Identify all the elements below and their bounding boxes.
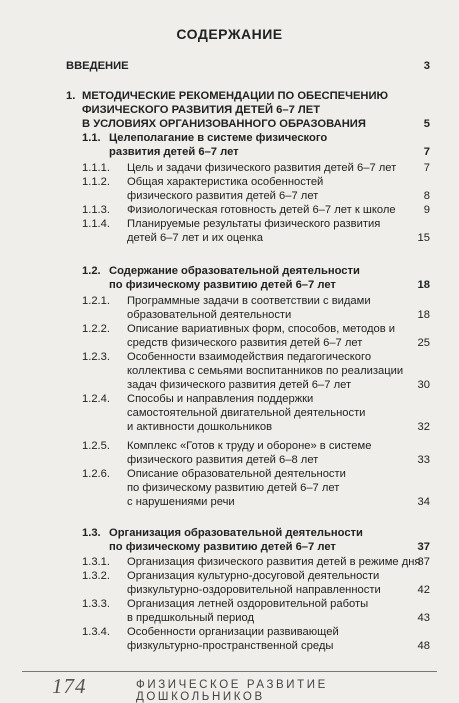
footer-running-title: ФИЗИЧЕСКОЕ РАЗВИТИЕ ДОШКОЛЬНИКОВ: [136, 679, 328, 703]
toc-entry-page: 15: [417, 232, 430, 244]
toc-entry-text: Общая характеристика особенностей: [127, 176, 324, 188]
toc-entry: [82, 439, 430, 467]
toc-entry-page: 3: [423, 60, 430, 72]
toc-entry-line: [82, 231, 430, 245]
toc-dot-leader: [320, 189, 423, 203]
toc-dot-leader: [383, 583, 417, 597]
toc-dot-leader: [131, 59, 423, 73]
toc-entry-text: Способы и направления поддержки: [127, 393, 314, 405]
toc-entry-text: по физическому развитию детей 6–7 лет: [109, 541, 336, 553]
toc-entry-number: 1.3.3.: [82, 598, 110, 610]
toc-entry: [82, 526, 430, 554]
toc-entry-text: ФИЗИЧЕСКОГО РАЗВИТИЯ ДЕТЕЙ 6–7 ЛЕТ: [82, 104, 321, 116]
toc-entry-text: физического развития детей 6–7 лет: [127, 190, 319, 202]
toc-entry-text: Физиологическая готовность детей 6–7 лет к школе: [127, 204, 396, 216]
toc-entry-page: 8: [423, 190, 430, 202]
toc-entry-text: средств физического развития детей 6–7 лет: [127, 337, 363, 349]
toc-entry-number: 1.1.3.: [82, 204, 110, 216]
toc-entry-page: 7: [423, 162, 430, 174]
toc-entry-page: 5: [423, 118, 430, 130]
toc-entry-text: Особенности организации развивающей: [127, 626, 339, 638]
toc-dot-leader: [364, 336, 417, 350]
toc-entry-line: [82, 350, 430, 364]
toc-entry-number: 1.1.4.: [82, 218, 110, 230]
toc-entry-line: [82, 495, 430, 509]
toc-entry-text: Программные задачи в соответствии с видами: [127, 295, 371, 307]
toc-entry-number: 1.1.: [82, 132, 101, 144]
toc-entry-text: детей 6–7 лет и их оценка: [127, 232, 263, 244]
toc-entry-text: В УСЛОВИЯХ ОРГАНИЗОВАННОГО ОБРАЗОВАНИЯ: [82, 118, 366, 130]
toc-entry-line: [82, 217, 430, 231]
toc-entry-text: физкультурно-оздоровительной направленности: [127, 584, 381, 596]
toc-entry: [66, 59, 430, 73]
toc-entry-page: 9: [423, 204, 430, 216]
toc-entry-text: образовательной деятельности: [127, 309, 292, 321]
toc-dot-leader: [398, 203, 423, 217]
toc-entry-text: Описание вариативных форм, способов, методов и: [127, 323, 396, 335]
toc-dot-leader: [256, 611, 417, 625]
toc-entry: [82, 467, 430, 509]
toc-entry-text: Организация образовательной деятельности: [109, 527, 363, 539]
toc-entry-line: [82, 569, 430, 583]
toc-entry: [82, 294, 430, 322]
toc-entry-line: [82, 481, 430, 495]
toc-entry-line: [82, 175, 430, 189]
toc-entry: [82, 217, 430, 245]
toc-entry-text: коллектива с семьями воспитанников по реализации: [127, 365, 404, 377]
toc-entry: [82, 175, 430, 203]
toc-entry-number: 1.3.4.: [82, 626, 110, 638]
toc-entry-page: 34: [417, 496, 430, 508]
toc-entry-text: Целеполагание в системе физического: [109, 132, 328, 144]
toc-entry-number: 1.2.: [82, 265, 101, 277]
toc-entry-page: 37: [417, 556, 430, 568]
toc-entry-number: 1.2.6.: [82, 468, 110, 480]
toc-entry-text: Комплекс «Готов к труду и обороне» в системе: [127, 440, 372, 452]
toc-entry-line: [82, 406, 430, 420]
toc-entry-page: 25: [417, 337, 430, 349]
toc-entry: [82, 322, 430, 350]
toc-dot-leader: [338, 540, 417, 554]
toc-dot-leader: [338, 278, 417, 292]
toc-entry-line: [82, 625, 430, 639]
toc-entry-line: [82, 526, 430, 540]
page-title: СОДЕРЖАНИЕ: [176, 26, 283, 42]
toc-entry-line: [82, 439, 430, 453]
toc-entry-text: в предшкольный период: [127, 612, 254, 624]
toc-entry-text: физкультурно-пространственной среды: [127, 640, 334, 652]
toc-entry-line: [82, 420, 430, 434]
toc-entry-number: 1.1.2.: [82, 176, 110, 188]
footer-divider: [22, 671, 437, 672]
toc-entry: [82, 161, 430, 175]
toc-dot-leader: [398, 161, 423, 175]
toc-entry-text: Организация летней оздоровительной работы: [127, 598, 369, 610]
toc-entry-text: МЕТОДИЧЕСКИЕ РЕКОМЕНДАЦИИ ПО ОБЕСПЕЧЕНИЮ: [82, 90, 389, 102]
toc-dot-leader: [335, 639, 417, 653]
toc-entry-number: 1.1.1.: [82, 162, 110, 174]
toc-entry-number: 1.3.1.: [82, 556, 110, 568]
toc-entry-text: Организация культурно-досуговой деятельности: [127, 570, 380, 582]
toc-entry: [82, 203, 430, 217]
toc-dot-leader: [293, 308, 417, 322]
toc-entry-number: 1.: [66, 90, 76, 102]
toc-entry-text: задач физического развития детей 6–7 лет: [127, 379, 352, 391]
toc-entry-text: и активности дошкольников: [127, 421, 273, 433]
toc-dot-leader: [320, 453, 417, 467]
toc-entry-page: 32: [417, 421, 430, 433]
toc-entry-line: [82, 453, 430, 467]
toc-entry-line: [82, 189, 430, 203]
toc-entry-page: 43: [417, 612, 430, 624]
toc-entry-line: [82, 264, 430, 278]
toc-entry-line: [82, 322, 430, 336]
toc-entry: [82, 625, 430, 653]
toc-entry-number: 1.2.2.: [82, 323, 110, 335]
toc-entry-page: 37: [417, 541, 430, 553]
toc-entry: [82, 392, 430, 434]
toc-dot-leader: [237, 495, 417, 509]
toc-entry-text: Планируемые результаты физического развития: [127, 218, 381, 230]
toc-entry-line: [82, 378, 430, 392]
toc-entry-line: [82, 467, 430, 481]
toc-entry-line: [82, 555, 430, 569]
toc-entry: [82, 555, 430, 569]
toc-entry-number: 1.2.5.: [82, 440, 110, 452]
toc-entry: [82, 569, 430, 597]
toc-entry-page: 42: [417, 584, 430, 596]
toc-entry-page: 33: [417, 454, 430, 466]
toc-dot-leader: [265, 231, 417, 245]
toc-entry-line: [82, 639, 430, 653]
toc-entry-page: 18: [417, 279, 430, 291]
toc-entry-number: 1.3.: [82, 527, 101, 539]
toc-entry-text: Особенности взаимодействия педагогического: [127, 351, 372, 363]
toc-dot-leader: [353, 378, 417, 392]
toc-entry-text: развития детей 6–7 лет: [109, 146, 239, 158]
toc-entry-text: Описание образовательной деятельности: [127, 468, 346, 480]
toc-entry-text: Цель и задачи физического развития детей 6–7 лет: [127, 162, 397, 174]
toc-entry-text: самостоятельной двигательной деятельности: [127, 407, 366, 419]
toc-entry-line: [82, 145, 430, 159]
toc-entry-line: [82, 203, 430, 217]
toc-entry-line: [82, 131, 430, 145]
toc-entry-line: [66, 89, 430, 103]
toc-entry-line: [82, 294, 430, 308]
toc-entry-page: 48: [417, 640, 430, 652]
toc-entry-line: [66, 117, 430, 131]
toc-entry-text: по физическому развитию детей 6–7 лет: [109, 279, 336, 291]
toc-entry-text: физического развития детей 6–8 лет: [127, 454, 319, 466]
toc-entry: [66, 89, 430, 131]
toc-entry-line: [82, 161, 430, 175]
toc-entry-page: 30: [417, 379, 430, 391]
toc-entry-line: [66, 103, 430, 117]
toc-entry-line: [82, 336, 430, 350]
toc-entry-number: 1.2.3.: [82, 351, 110, 363]
toc-entry-text: Содержание образовательной деятельности: [109, 265, 360, 277]
toc-entry-line: [82, 611, 430, 625]
toc-entry-line: [82, 392, 430, 406]
toc-entry-line: [82, 364, 430, 378]
toc-entry-text: Организация физического развития детей в режиме дня: [127, 556, 421, 568]
toc-entry-number: 1.3.2.: [82, 570, 110, 582]
toc-dot-leader: [368, 117, 423, 131]
footer-page-number: 174: [52, 674, 87, 698]
toc-entry-line: [82, 540, 430, 554]
toc-entry-number: 1.2.1.: [82, 295, 110, 307]
toc-entry-line: [82, 308, 430, 322]
toc-entry: [82, 350, 430, 392]
toc-entry-line: [82, 597, 430, 611]
toc-entry-page: 7: [423, 146, 430, 158]
toc-dot-leader: [241, 145, 423, 159]
toc-entry-text: по физическому развитию детей 6–7 лет: [127, 482, 340, 494]
toc-entry-line: [82, 583, 430, 597]
toc-entry-text: с нарушениями речи: [127, 496, 235, 508]
toc-dot-leader: [274, 420, 417, 434]
toc-entry-page: 18: [417, 309, 430, 321]
toc-entry: [82, 264, 430, 292]
toc-entry: [82, 597, 430, 625]
toc-entry-text: ВВЕДЕНИЕ: [66, 60, 129, 72]
toc-entry: [82, 131, 430, 159]
toc-entry-line: [82, 278, 430, 292]
toc-entry-line: [66, 59, 430, 73]
toc-entry-number: 1.2.4.: [82, 393, 110, 405]
